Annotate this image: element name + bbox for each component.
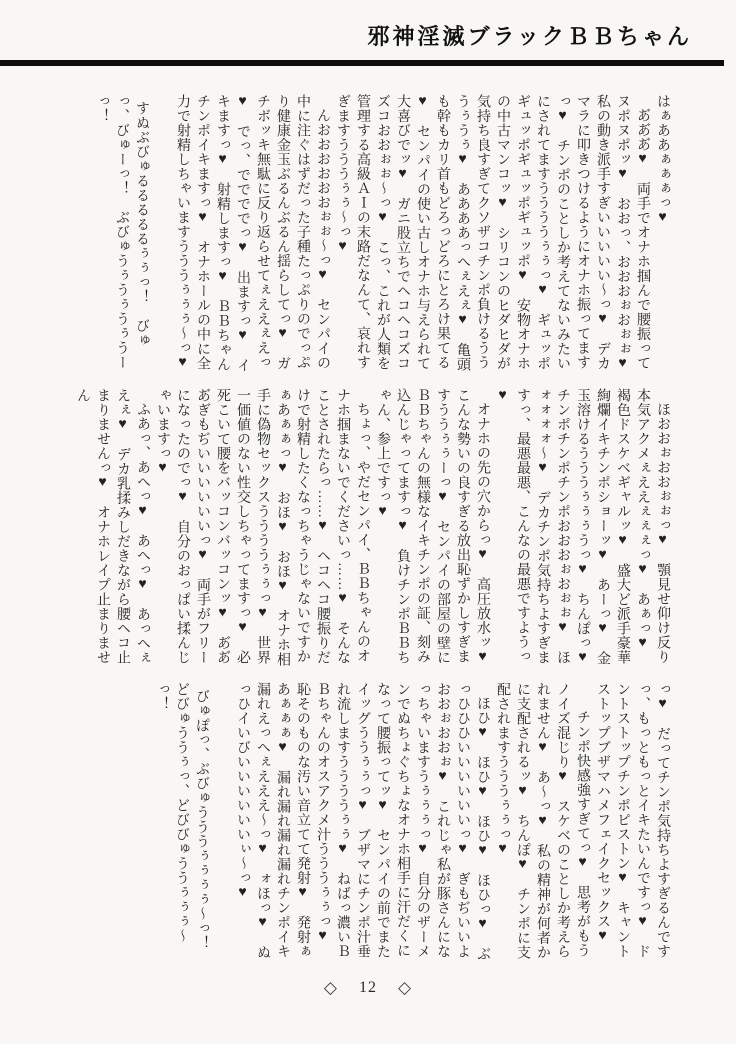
vertical-paragraph: ほひ♥ ほひ♥ ほひ♥ ほひっ♥ ぶっひひひいいいいいいっ♥ ぎもぢいいよおおぉおおぉ♥ これじゃ私が豚さんになっちゃいますうぅぅぅっ♥ 自分のザーメンでぬちょぐちょなオナホ相手に汗だくになって腰振ってッ♥ センパイの前でまたイッグううぅぅっ♥ ブザマにチンポ汁垂れ流しますううううぅぅ♥ ねばっ濃いＢＢちゃんのオスアクメ汁うううぅぅっ♥ 恥そのものな汚い音立てて発射♥ 発射ぁあぁぁぁ♥ 漏れ漏れ漏れ漏れチンポイキ漏れえっへぇえええ〜っ♥ ォほっ♥ ぬっひイいびいいいいいいぃ〜っ♥ [235, 682, 490, 961]
diamond-left-icon: ◇ [323, 978, 338, 997]
vertical-paragraph: んおおおおおおぉぉ〜っ♥ センパイの中に注ぐはずだった子種たっぷりのでっぷり健康金玉ぶるんぶるん揺らしてっ♥ ガチボッキ無駄に反り返らせてぇええぇえっ♥ でっ、ででででっ♥ 出ますっ♥ イキますっ♥ 射精しますっ♥ ＢＢちゃんチンポイキますっ♥ オナホールの中に全力で射精しちゃいますうううぅぅぅ〜っ♥ [175, 94, 330, 373]
diamond-right-icon: ◇ [398, 978, 413, 997]
vertical-paragraph: オナホの先の穴からっ♥ 高圧放水ッ♥ こんな勢いの良すぎる放出恥ずかしすぎますううぅぅーっ♥ センパイの部屋の壁にＢＢちゃんの無様なイキチンポの証、刻み込んじゃってますっ♥ 負けチンポＢＢちゃん、参上ですっ♥ [375, 388, 490, 680]
text-band-middle [60, 388, 672, 680]
vertical-paragraph-moan: びゅぽっ、ぶびゅうううぅぅぅぅ〜っ！ どびゅううぅっ、どびびゅううぅぅぅ〜っ！ [154, 682, 210, 965]
vertical-paragraph: っ♥ だってチンポ気持ちよすぎるんですっ、もっともっとイキたいんですっ♥ ドントストップチンポピストン♥ キャントストップブザマハメフェイクセックス♥ [595, 682, 670, 959]
page-number: 12 [359, 978, 377, 996]
vertical-paragraph: ふあっ、あへっ♥ あへっ♥ あっへぇえぇ♥ デカ乳揉みしだきながら腰ヘコ止まりませんっ♥ オナホレイプ止まりません [75, 388, 150, 665]
vertical-paragraph: チンポ快感強すぎてっ♥ 思考がもうノイズ混じり♥ スケベのことしか考えられません♥ あ〜っ♥ 私の精神が何者かに支配されるッ♥ ちんぽ♥ チンポに支配されますうううぅぅっ♥ [495, 682, 590, 960]
vertical-paragraph: あ゙あ゙あ゙♥ 両手でオナホ掴んで腰振ってヌポヌポッ♥ おおっ、おおおぉおぉぉ♥ 私の動き派手すぎいいいいい〜っ♥ デカマラに叩きつけるようにオナホ振ってますっ♥ チンポのことしか考えてないみたいにされてますううううぅぅっ♥ ギュッポギュッポギュッポギュッポ♥ 安物オナホの中古マンコッ♥ シリコンのヒダヒダが気持ち良すぎてクソザコチンポ負けるうううぅうぅ♥ ああああっへぇえぇ♥ 亀頭も幹もカリ首もどろっどろにとろけ果てる♥ センパイの使い古しオナホ与えられて大喜びでッ♥ ガニ股立ちでヘコヘコズコズコおおぉぉ〜っ♥ こっ、これが人類を管理する高級ＡＩの末路だなんて、哀れすぎますうううぅぅ〜っ♥ [335, 94, 650, 386]
vertical-paragraph-moan: すぬぶびゅるるるるるぅぅっ！ びゅっ、びゅーっ！ ぶびゅうぅうぅうぅうーっ！ [94, 94, 150, 370]
page-title: 邪神淫滅ブラックＢＢちゃん [367, 24, 692, 49]
text-band-top [60, 94, 672, 386]
vertical-paragraph: ほおおぉおおぉぉっ♥ 顎見せ仰け反り本気アクメぇええぇぇぇっ♥ あぁっ♥ 褐色ドスケベギャルッ♥ 盛大ど派手豪華絢爛イキチンポショーッ♥ あーっ♥ 金玉溶けるうううぅぅぅうっ♥ ちんぽっ♥ チンポチンポチンポおおおぉおぉぉ♥ ほォォォォ〜♥ デカチンポ気持ちよすぎますっ、最悪最悪、こんなの最悪ですようっ♥ [495, 388, 670, 680]
page-footer [0, 978, 736, 998]
vertical-paragraph: ちょっ、やだセンパイ、ＢＢちゃんのオナホ掴まないでくださいっ……♥ そんなことされたらっ……♥ ヘコヘコ腰振りだけで射精したくなっちゃうじゃないですかぁあぁぁっ♥ おほ♥ おほ♥ オナホ相手に偽物セックスううううぅぅっ♥ 世界一価値のない性交しちゃってますっ♥ 必死こいて腰をバッコンバッコンッ♥ あ゙あ゙あ゙ぎもぢいいいいいいっ♥ 両手がフリーになったのでっ♥ 自分のおっぱい揉んじゃいますっ♥ [155, 388, 370, 667]
text-band-bottom [60, 682, 672, 964]
vertical-paragraph: はぁああぁぁぁっ♥ [655, 94, 670, 226]
title-divider [0, 60, 724, 66]
